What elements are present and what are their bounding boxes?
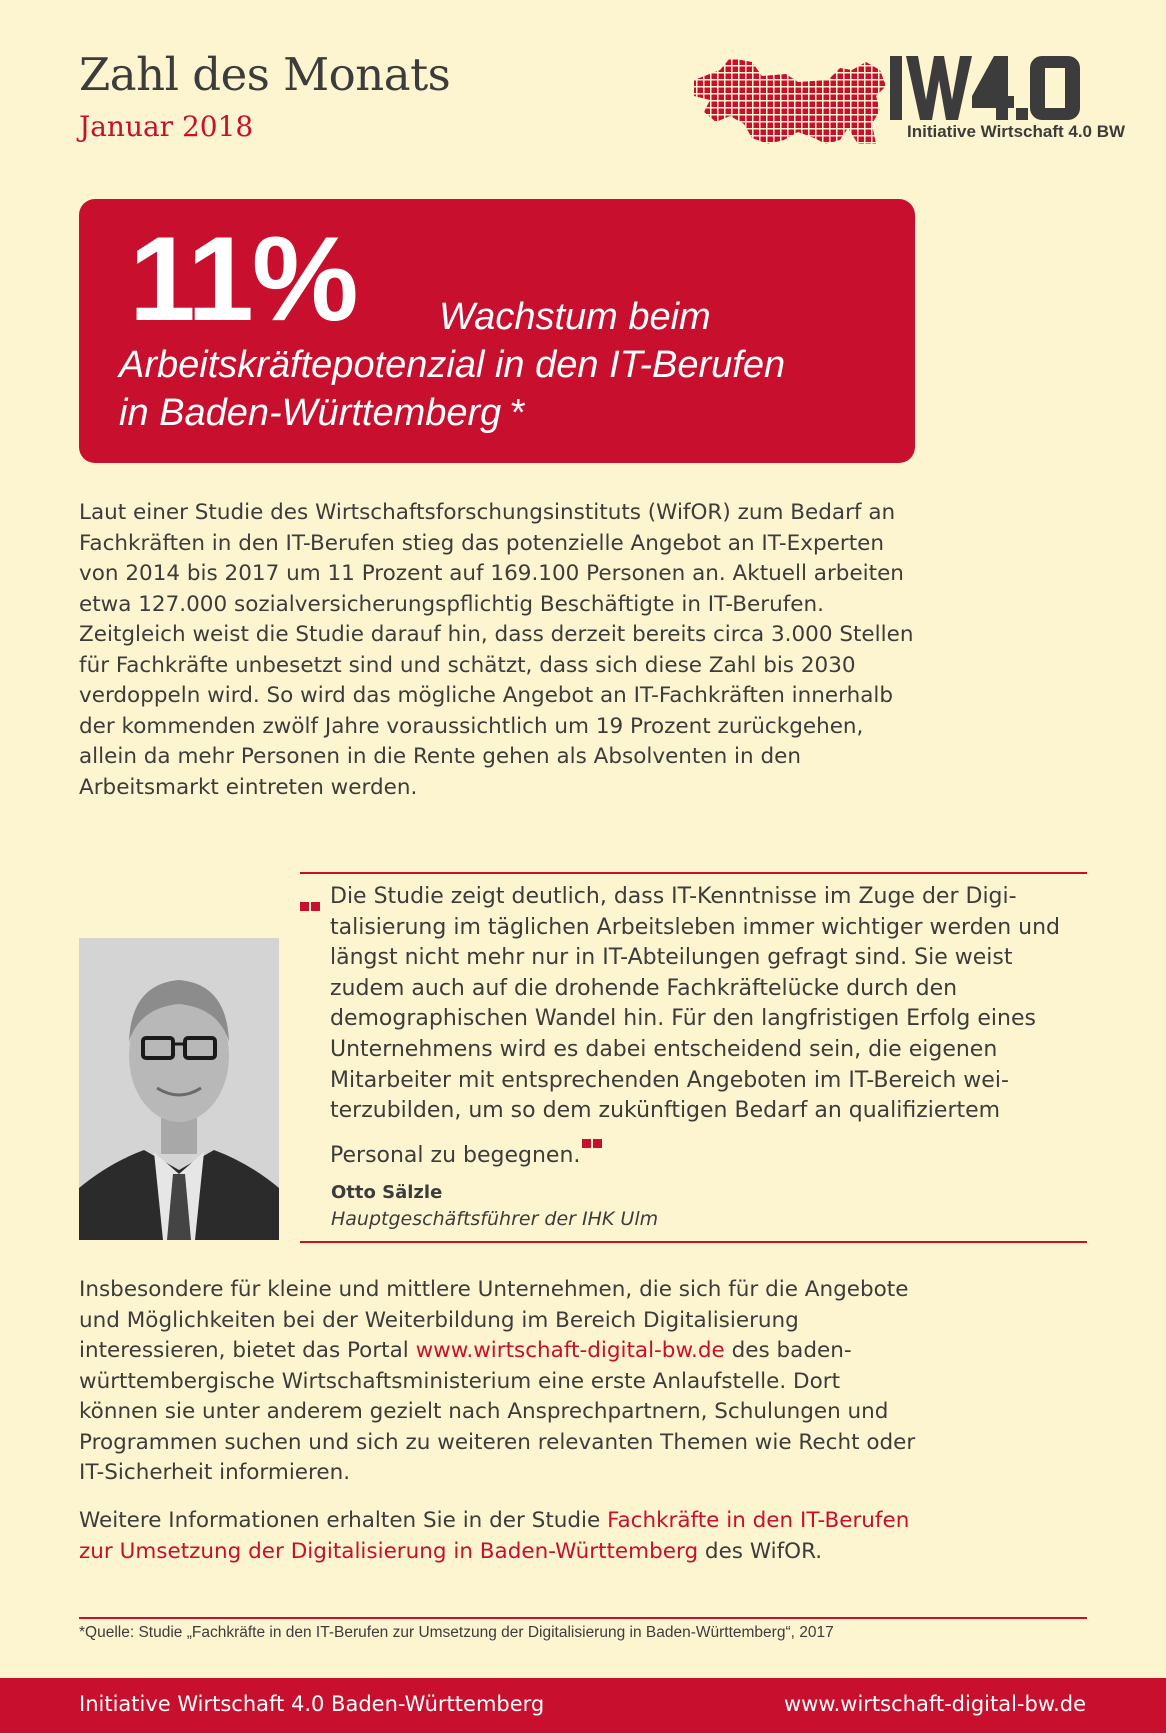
page-title: Zahl des Monats bbox=[79, 48, 451, 101]
iw40-wordmark bbox=[890, 56, 1080, 120]
quote-author: Otto Sälzle bbox=[331, 1182, 443, 1203]
more-info-text-before: Weitere Informationen erhalten Sie in der Studie bbox=[79, 1508, 608, 1533]
portal-paragraph bbox=[79, 1275, 919, 1489]
intro-paragraph: Laut einer Studie des Wirtschaftsforschungsinstituts (WifOR) zum Bedarf an Fachkräften in den IT-Berufen stieg das potenzielle Angebot an IT-Experten von 2014 bis 2017 um 11 Prozent auf 169.100 Personen an. Aktuell arbeiten etwa 127.000 sozialversicherungspflichtig Beschäftigte in IT-Berufen. Zeitgleich weist die Studie darauf hin, dass derzeit bereits circa 3.000 Stellen für Fachkräfte unbesetzt sind und schätzt, dass sich diese Zahl bis 2030 verdoppeln wird. So wird das mögliche Angebot an IT-Fachkräften innerhalb der kommenden zwölf Jahre voraussichtlich um 19 Prozent zurückgehen, allein da mehr Personen in die Rente gehen als Absolventen in den Arbeitsmarkt eintreten werden. bbox=[79, 500, 914, 800]
more-info-paragraph bbox=[79, 1506, 919, 1567]
quote-rule-top bbox=[300, 872, 1087, 874]
study-link[interactable]: Fachkräfte in den IT-Berufen zur Umsetzung der Digitalisierung in Baden-Württemberg bbox=[79, 1508, 910, 1564]
footnote: *Quelle: Studie „Fachkräfte in den IT-Berufen zur Umsetzung der Digitalisierung in Baden-Württemberg“, 2017 bbox=[79, 1624, 834, 1641]
headline-line-3 bbox=[119, 391, 524, 435]
quote-author-role: Hauptgeschäftsführer der IHK Ulm bbox=[331, 1208, 659, 1230]
headline-region: in Baden-Württemberg bbox=[119, 392, 502, 434]
quote-text: Die Studie zeigt deutlich, dass IT-Kenntnisse im Zuge der Digitalisierung im täglichen Arbeitsleben immer wichtiger werden und längst nicht mehr nur in IT-Abteilungen gefragt sind. Sie weist zudem auch auf die drohende Fachkräftelücke durch den demographischen Wandel hin. Für den langfristigen Erfolg eines Unternehmens wird es dabei entscheidend sein, die eigenen Mitarbeiter mit entsprechenden Angeboten im IT-Bereich weiterzubilden, um so dem zukünftigen Bedarf an qualifiziertem Personal zu begegnen. bbox=[330, 884, 1060, 1168]
logo-subtitle: Initiative Wirtschaft 4.0 BW bbox=[907, 122, 1126, 141]
footer-bar bbox=[0, 1678, 1166, 1733]
headline-line-2: Arbeitskräftepotenzial in den IT-Berufen bbox=[119, 344, 786, 386]
lion-icon bbox=[694, 58, 886, 144]
portal-text-before: Insbesondere für kleine und mittlere Unternehmen, die sich für die Angebote und Möglichkeiten bei der Weiterbildung im Bereich Digitalisierung interessieren, bietet das Portal bbox=[79, 1277, 909, 1363]
quote-close-mark-icon bbox=[582, 1127, 604, 1137]
headline-asterisk: * bbox=[509, 392, 525, 434]
quote-rule-bottom bbox=[300, 1241, 1087, 1243]
headline-number: 11% bbox=[129, 212, 357, 346]
footer-organization: Initiative Wirtschaft 4.0 Baden-Württemberg bbox=[79, 1692, 545, 1716]
more-info-text-after: des WifOR. bbox=[698, 1538, 823, 1564]
portrait-photo bbox=[79, 938, 279, 1240]
portal-link[interactable]: www.wirtschaft-digital-bw.de bbox=[415, 1338, 725, 1363]
quote-block bbox=[330, 882, 1090, 1171]
issue-date: Januar 2018 bbox=[79, 110, 254, 143]
quote-open-mark-icon bbox=[300, 896, 322, 906]
headline-box bbox=[79, 199, 915, 463]
portal-text-after: des baden-württembergische Wirtschaftsministerium eine erste Anlaufstelle. Dort können sie unter anderem gezielt nach Ansprechpartnern, Schulungen und Programmen suchen und sich zu weiteren relevanten Themen wie Recht oder IT-Sicherheit informieren. bbox=[79, 1338, 916, 1485]
footnote-rule bbox=[79, 1617, 1087, 1619]
headline-line-1: Wachstum beim bbox=[439, 296, 711, 338]
footer-website-link[interactable]: www.wirtschaft-digital-bw.de bbox=[784, 1692, 1086, 1716]
